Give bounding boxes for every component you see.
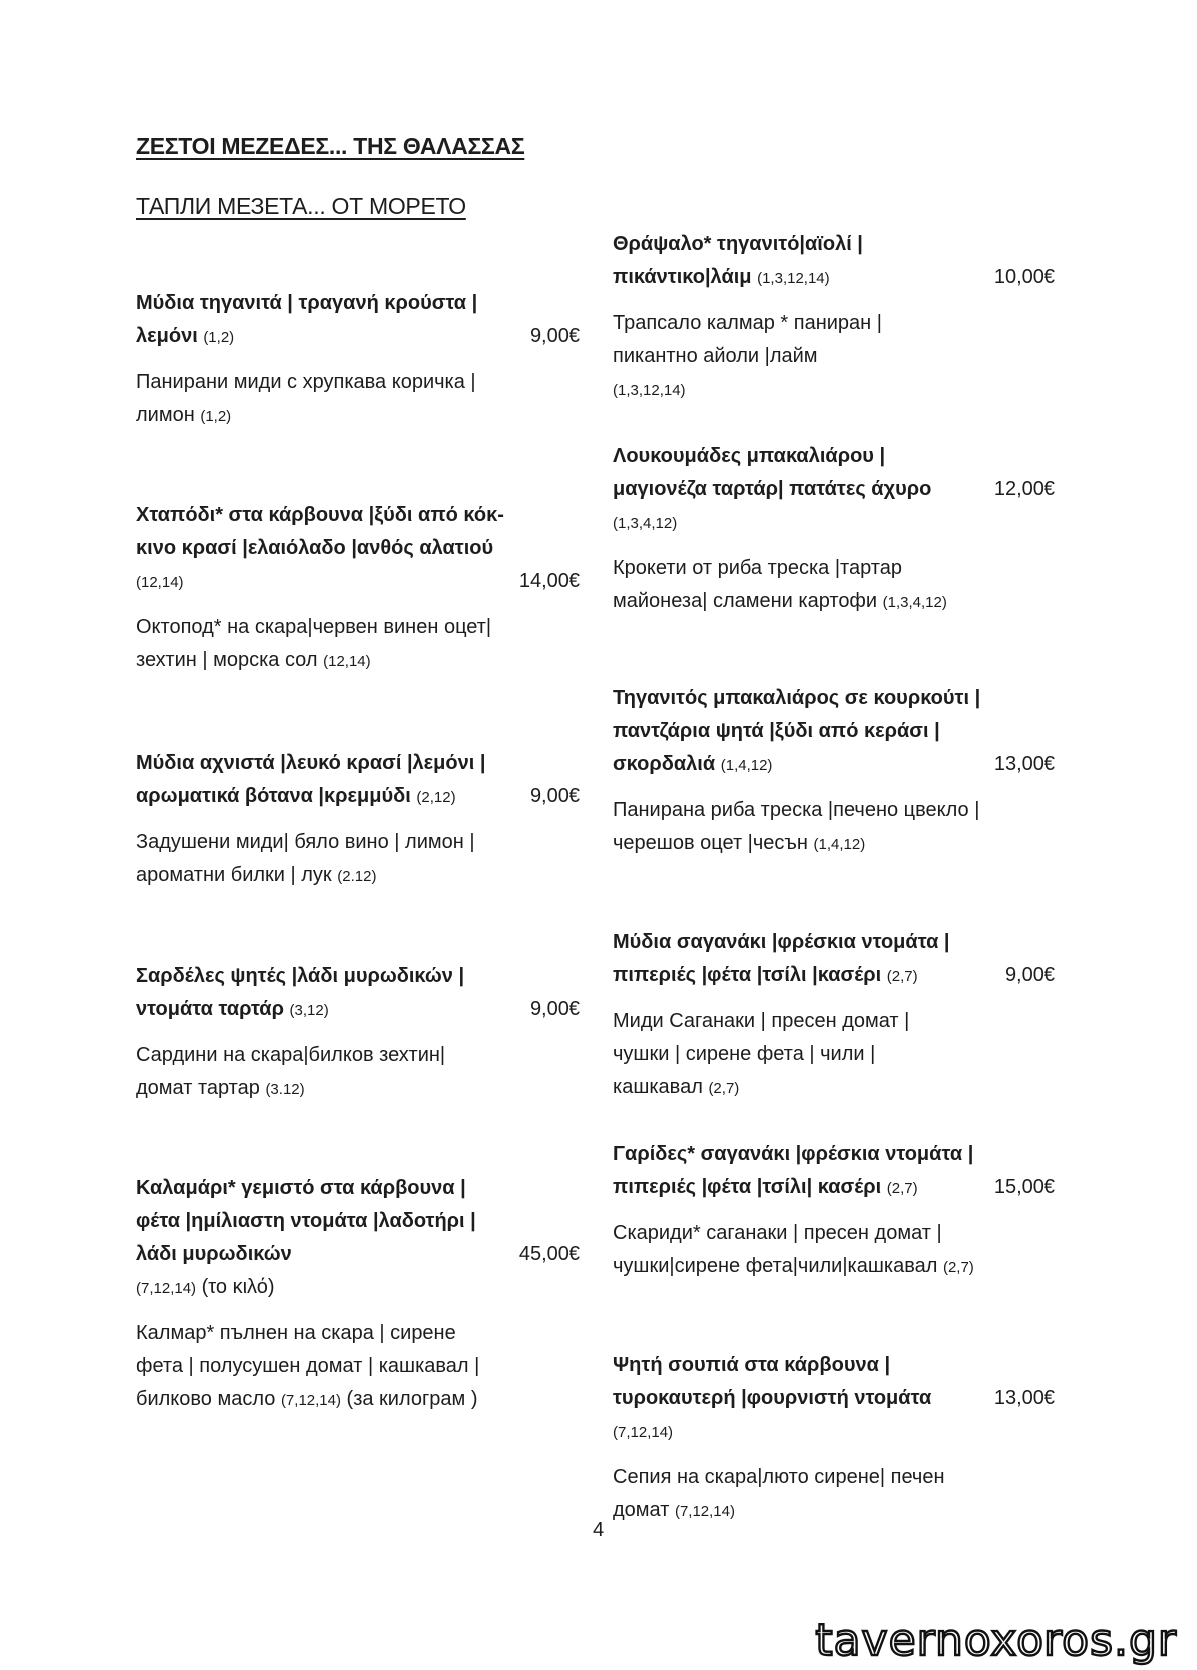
page-number: 4 [592, 1519, 605, 1541]
item-name-greek: Χταπόδι* στα κάρβουνα |ξύδι από κόκ- κινο κρασί |ελαιόλαδο |ανθός αλατιού [136, 504, 504, 559]
watermark: tavernoxoros.gr [815, 1615, 1177, 1666]
allergens: (7,12,14) [674, 1503, 735, 1520]
item-name-bulgarian: Задушени миди| бяло вино | лимон | ароматни билки | лук [136, 831, 475, 886]
item-name-greek: Καλαμάρι* γεμιστό στα κάρβουνα | φέτα |ημίλιαστη ντομάτα |λαδοτήρι | λάδι μυρωδικών [136, 1177, 476, 1265]
allergens: (2,7) [708, 1080, 740, 1097]
allergens: (12,14) [323, 653, 371, 670]
menu-item [613, 682, 983, 861]
item-price: 13,00€ [993, 753, 1055, 775]
item-price: 14,00€ [518, 570, 580, 592]
menu-item [136, 1172, 496, 1417]
item-price: 15,00€ [993, 1176, 1055, 1198]
allergens: (1,2) [203, 329, 235, 346]
item-name-greek: Λουκουμάδες μπακαλιάρου | μαγιονέζα ταρτάρ| πατάτες άχυρο [613, 445, 932, 500]
item-name-bulgarian: Сепия на скара|люто сирене| печен домат [613, 1466, 945, 1521]
menu-item [136, 960, 496, 1106]
item-name-greek: Γαρίδες* σαγανάκι |φρέσκια ντομάτα |πιπεριές |φέτα |τσίλι| κασέρι [613, 1143, 974, 1198]
allergens: (1,3,4,12) [882, 594, 947, 611]
item-name-greek: Θράψαλο* τηγανιτό|αϊολί | πικάντικο|λάιμ [613, 233, 863, 288]
menu-item [613, 440, 953, 619]
menu-item [136, 499, 506, 678]
item-price: 9,00€ [529, 998, 580, 1020]
item-name-greek: Μύδια σαγανάκι |φρέσκια ντομάτα | πιπεριές |φέτα |τσίλι |κασέρι [613, 931, 950, 986]
item-price: 10,00€ [993, 266, 1055, 288]
per-kilo-note: (το κιλό) [201, 1276, 275, 1298]
item-price: 12,00€ [993, 478, 1055, 500]
item-name-bulgarian: Сардини на скара|билков зехтин|домат тартар [136, 1044, 446, 1099]
allergens: (1,3,12,14) [613, 382, 686, 399]
allergens: (3,12) [289, 1002, 329, 1019]
allergens: (12,14) [136, 574, 184, 591]
section-title-bulgarian: ТАПЛИ МЕЗЕТА... ОТ МОРЕТО [136, 193, 466, 219]
item-name-bulgarian: Калмар* пълнен на скара | сирене фета | полусушен домат | кашкавал | билково масло [136, 1322, 480, 1410]
allergens: (2,12) [416, 789, 456, 806]
allergens: (1,3,4,12) [613, 515, 678, 532]
allergens: (2,7) [886, 968, 918, 985]
menu-item [613, 926, 963, 1105]
menu-item [613, 1349, 953, 1528]
allergens: (1,3,12,14) [757, 270, 830, 287]
menu-item [613, 228, 893, 407]
item-name-greek: Μύδια τηγανιτά | τραγανή κρούστα | λεμόνι [136, 292, 478, 347]
item-price: 9,00€ [529, 325, 580, 347]
item-name-greek: Σαρδέλες ψητές |λάδι μυρωδικών | ντομάτα ταρτάρ [136, 965, 465, 1020]
item-name-greek: Μύδια αχνιστά |λευκό κρασί |λεμόνι |αρωματικά βότανα |κρεμμύδι [136, 752, 486, 807]
item-price: 13,00€ [993, 1387, 1055, 1409]
item-price: 9,00€ [1004, 964, 1055, 986]
item-name-greek: Τηγανιτός μπακαλιάρος σε κουρκούτι |παντζάρια ψητά |ξύδι από κεράσι |σκορδαλιά [613, 687, 981, 775]
menu-item [136, 287, 496, 433]
allergens: (2.12) [337, 868, 377, 885]
section-title-greek: ΖΕΣΤΟΙ ΜΕΖΕΔΕΣ... ΤΗΣ ΘΑΛΑΣΣΑΣ [136, 133, 525, 159]
item-price: 45,00€ [518, 1243, 580, 1265]
per-kilo-note: (за килограм ) [346, 1388, 478, 1410]
allergens: (7,12,14) [280, 1392, 341, 1409]
allergens: (7,12,14) [613, 1424, 674, 1441]
item-name-bulgarian: Панирана риба треска |печено цвекло |черешов оцет |чесън [613, 799, 980, 854]
item-name-bulgarian: Скариди* саганаки | пресен домат | чушки|сирене фета|чили|кашкавал [613, 1222, 942, 1277]
allergens: (2,7) [942, 1259, 974, 1276]
menu-item [613, 1138, 983, 1284]
allergens: (1,4,12) [813, 836, 866, 853]
item-name-bulgarian: Трапсало калмар * паниран |пикантно айоли |лайм [613, 312, 882, 367]
allergens: (1,2) [200, 408, 232, 425]
item-price: 9,00€ [529, 785, 580, 807]
allergens: (3.12) [265, 1081, 305, 1098]
item-name-greek: Ψητή σουπιά στα κάρβουνα | τυροκαυτερή |φουρνιστή ντομάτα [613, 1354, 932, 1409]
allergens: (7,12,14) [136, 1280, 197, 1297]
item-name-bulgarian: Панирани миди с хрупкава коричка | лимон [136, 371, 476, 426]
item-name-bulgarian: Октопод* на скара|червен винен оцет|зехтин | морска сол [136, 616, 492, 671]
item-name-bulgarian: Крокети от риба треска |тартар майонеза| сламени картофи [613, 557, 902, 612]
item-name-bulgarian: Миди Саганаки | пресен домат | чушки | сирене фета | чили | кашкавал [613, 1010, 910, 1098]
allergens: (2,7) [886, 1180, 918, 1197]
menu-item [136, 747, 506, 893]
allergens: (1,4,12) [720, 757, 773, 774]
